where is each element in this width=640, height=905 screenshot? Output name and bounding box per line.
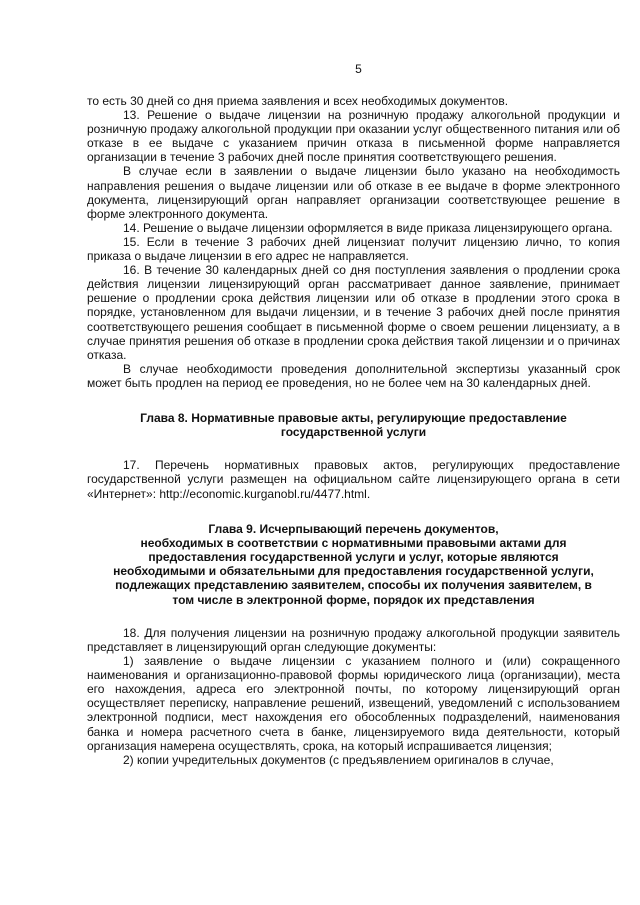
paragraph-13: 13. Решение о выдаче лицензии на розничную продажу алкогольной продукции и розничную продажу алкогольной продукции при оказании услуг общественного питания или об отказе в ее выдаче с указанием причин отказа в письменной форме направляется организации в течение 3 рабочих дней после принятия соответствующего решения. bbox=[87, 108, 620, 165]
chapter-9-heading-line: том числе в электронной форме, порядок их представления bbox=[172, 592, 535, 607]
chapter-9-heading-line: подлежащих представлению заявителем, способы их получения заявителем, в bbox=[115, 578, 592, 593]
paragraph-continuation: то есть 30 дней со дня приема заявления и всех необходимых документов. bbox=[87, 94, 509, 108]
spacer bbox=[87, 607, 620, 626]
chapter-9-heading-line: Глава 9. Исчерпывающий перечень документов, bbox=[208, 521, 499, 536]
paragraph-extension: В случае необходимости проведения дополнительной экспертизы указанный срок может быть продлен на период ее проведения, но не более чем на 30 календарных дней. bbox=[87, 361, 620, 390]
paragraph-18: 18. Для получения лицензии на розничную продажу алкогольной продукции заявитель представляет в лицензирующий орган следующие документы: bbox=[87, 625, 620, 654]
spacer bbox=[87, 390, 620, 411]
page-number: 5 bbox=[355, 62, 362, 76]
paragraph-14: 14. Решение о выдаче лицензии оформляется в виде приказа лицензирующего органа. bbox=[123, 220, 613, 235]
chapter-9-heading-line: необходимых в соответствии с нормативными правовыми актами для bbox=[140, 535, 567, 550]
chapter-8-heading-line: Глава 8. Нормативные правовые акты, регулирующие предоставление bbox=[140, 410, 567, 425]
chapter-9-heading-line: необходимыми и обязательными для предоставления государственной услуги, bbox=[113, 564, 594, 579]
spacer bbox=[87, 439, 620, 458]
paragraph-electronic-decision: В случае если в заявлении о выдаче лицензии было указано на необходимость направления решения о выдаче лицензии или об отказе в ее выдаче в форме электронного документа, лицензирующий орган направляет организации соответствующее решение в форме электронного документа. bbox=[87, 164, 620, 221]
chapter-9-heading-line: предоставления государственной услуги и услуг, которые являются bbox=[148, 550, 559, 565]
paragraph-16: 16. В течение 30 календарных дней со дня поступления заявления о продлении срока действия лицензии лицензирующий орган рассматривает данное заявление, принимает решение о продлении срока действия лицензии или об отказе в продлении этого срока в порядке, установленном для выдачи лицензии, и в течение 3 рабочих дней после принятия соответствующего решения сообщает в письменной форме о своем решении лицензиату, а в случае принятия решения об отказе в продлении срока действия такой лицензии и о причинах отказа. bbox=[87, 263, 620, 362]
chapter-8-heading bbox=[87, 411, 620, 439]
paragraph-17: 17. Перечень нормативных правовых актов, регулирующих предоставление государственной услуги размещен на официальном сайте лицензирующего органа в сети «Интернет»: http://economic.kurganobl.ru/4477.html. bbox=[87, 458, 620, 501]
paragraph-18-item-2: 2) копии учредительных документов (с предъявлением оригиналов в случае, bbox=[123, 752, 554, 767]
spacer bbox=[87, 501, 620, 522]
chapter-8-heading-line: государственной услуги bbox=[280, 425, 427, 440]
paragraph-15: 15. Если в течение 3 рабочих дней лицензиат получит лицензию лично, то копия приказа о выдаче лицензии в его адрес не направляется. bbox=[87, 234, 620, 264]
paragraph-18-item-1: 1) заявление о выдаче лицензии с указанием полного и (или) сокращенного наименования и организационно-правовой формы юридического лица (организации), места его нахождения, адреса его электронной почты, по которому лицензирующий орган осуществляет переписку, направление решений, извещений, уведомлений с использованием электронной подписи, мест нахождения его обособленных подразделений, наименования банка и номера расчетного счета в банке, лицензируемого вида деятельности, который организация намерена осуществлять, срока, на который испрашивается лицензия; bbox=[87, 654, 620, 753]
chapter-9-heading bbox=[87, 522, 620, 607]
